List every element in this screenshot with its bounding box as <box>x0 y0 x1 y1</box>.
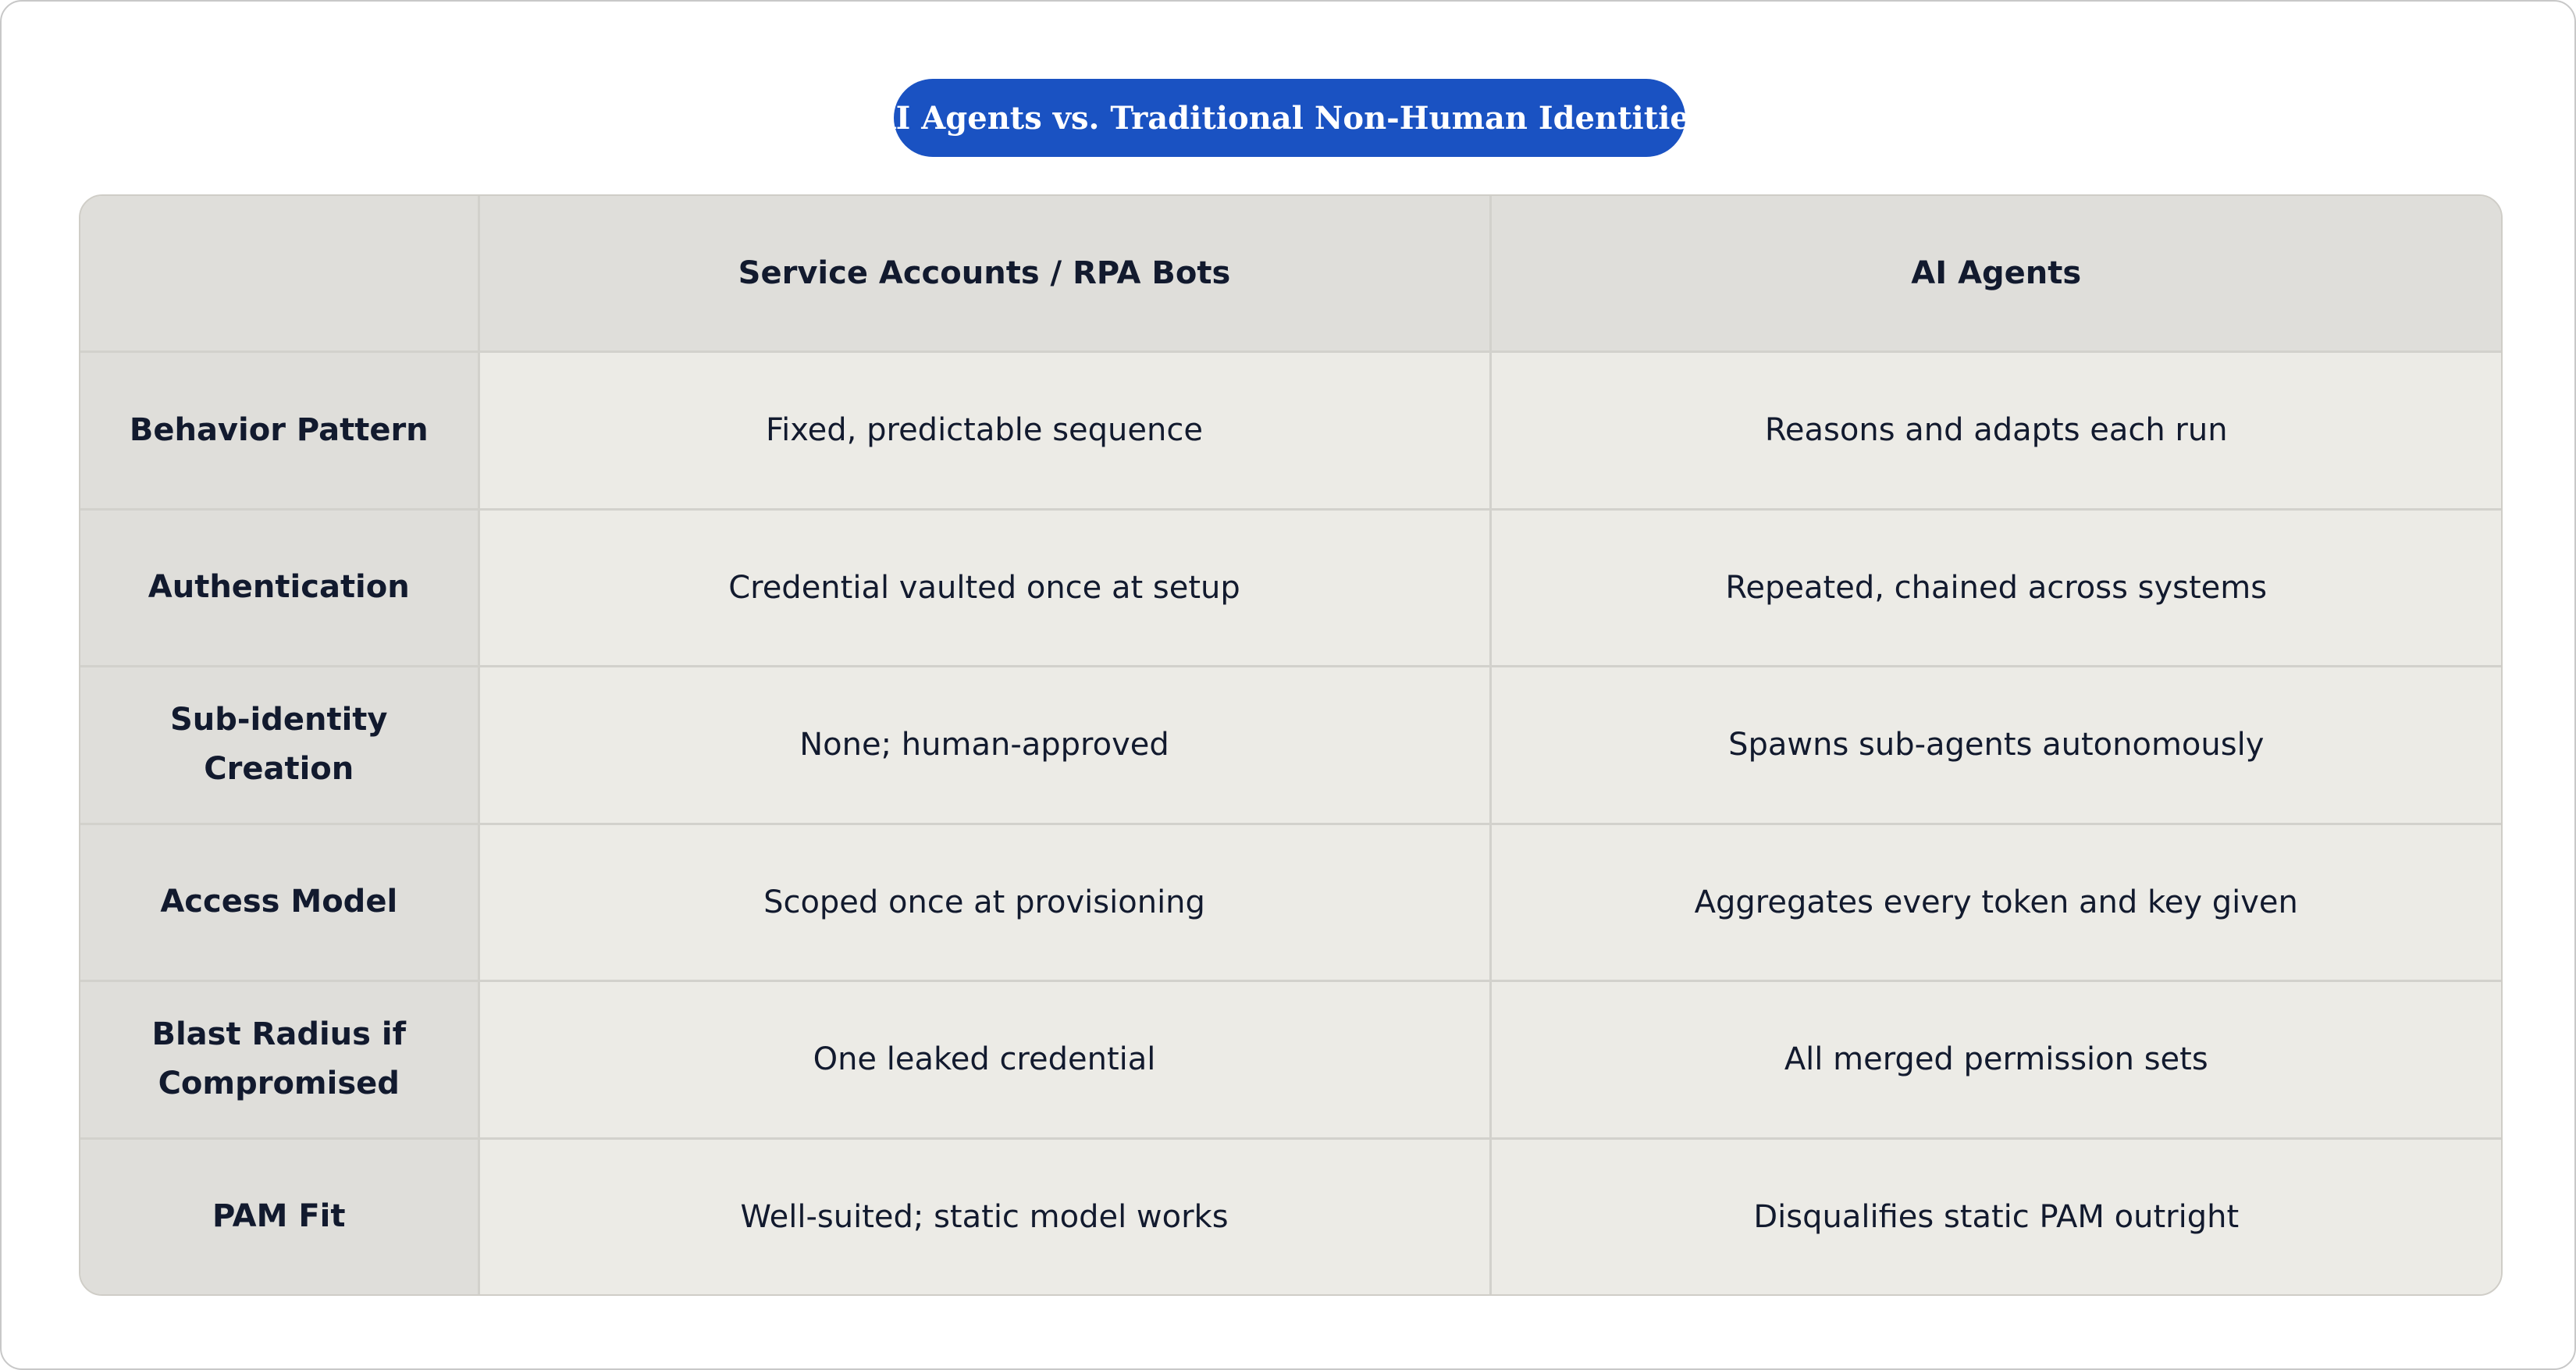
cell-ai: Reasons and adapts each run <box>1490 352 2501 510</box>
comparison-table <box>80 196 2501 1294</box>
comparison-table-container <box>79 194 2503 1296</box>
cell-traditional: Scoped once at provisioning <box>479 824 1490 981</box>
cell-traditional: One leaked credential <box>479 981 1490 1139</box>
header-corner-cell <box>80 196 479 352</box>
table-row <box>80 509 2501 667</box>
table-row <box>80 981 2501 1139</box>
cell-traditional: Well-suited; static model works <box>479 1138 1490 1294</box>
table-row <box>80 824 2501 981</box>
row-label-behavior-pattern: Behavior Pattern <box>80 352 479 510</box>
row-label-blast-radius: Blast Radius if Compromised <box>80 981 479 1139</box>
row-label-access-model: Access Model <box>80 824 479 981</box>
table-header-row <box>80 196 2501 352</box>
cell-ai: Repeated, chained across systems <box>1490 509 2501 667</box>
table-row <box>80 352 2501 510</box>
cell-ai: Spawns sub-agents autonomously <box>1490 667 2501 824</box>
table-row <box>80 667 2501 824</box>
cell-ai: All merged permission sets <box>1490 981 2501 1139</box>
cell-traditional: Credential vaulted once at setup <box>479 509 1490 667</box>
header-ai-agents: AI Agents <box>1490 196 2501 352</box>
cell-ai: Disqualifies static PAM outright <box>1490 1138 2501 1294</box>
row-label-sub-identity-creation: Sub-identity Creation <box>80 667 479 824</box>
cell-traditional: None; human-approved <box>479 667 1490 824</box>
header-traditional: Service Accounts / RPA Bots <box>479 196 1490 352</box>
cell-traditional: Fixed, predictable sequence <box>479 352 1490 510</box>
table-row <box>80 1138 2501 1294</box>
cell-ai: Aggregates every token and key given <box>1490 824 2501 981</box>
row-label-authentication: Authentication <box>80 509 479 667</box>
row-label-pam-fit: PAM Fit <box>80 1138 479 1294</box>
page-title: AI Agents vs. Traditional Non-Human Identities <box>894 79 1685 157</box>
